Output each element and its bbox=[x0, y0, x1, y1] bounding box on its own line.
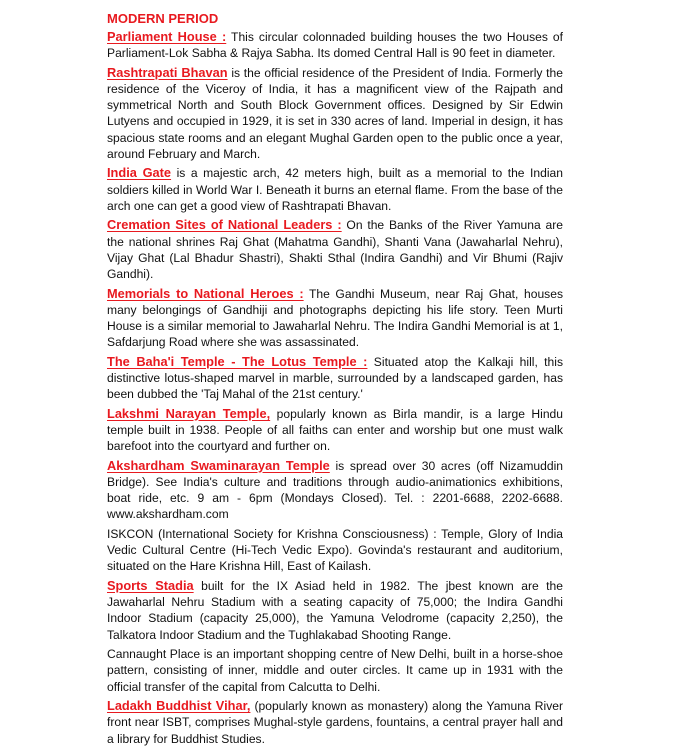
entry-connaught-place bbox=[107, 646, 563, 695]
entry-title: Akshardham Swaminarayan Temple bbox=[107, 457, 330, 473]
entry-text: The Gandhi Museum, near Raj Ghat, houses many belongings of Gandhiji and photographs depicting his life story. Teen Murti House is a similar memorial to Jawaharlal Nehru. The Indira Gandhi Memorial is at 1, Safdarjung Road where she was assassinated. bbox=[107, 286, 563, 350]
entry-title: Cremation Sites of National Leaders : bbox=[107, 217, 342, 233]
entry-text: is the official residence of the President of India. Formerly the residence of the Viceroy of India, it has a magnificent view of the Rajpath and symmetrical North and South Block Government offices. Designed by Sir Edwin Lutyens and occupied in 1929, it is set in 330 acres of land. Imperial in design, it has spacious state rooms and an elegant Mughal Garden open to the public once a year, around February and March. bbox=[107, 65, 563, 161]
entry-lakshmi-narayan-temple bbox=[107, 406, 563, 455]
entry-title: Parliament House : bbox=[107, 29, 227, 44]
document-page bbox=[107, 10, 563, 750]
entry-title: Memorials to National Heroes : bbox=[107, 285, 304, 301]
entry-title: Ladakh Buddhist Vihar, bbox=[107, 698, 251, 714]
entry-text: (popularly known as monastery) along the Yamuna River front near ISBT, comprises Mughal-style gardens, fountains, a central prayer hall and a library for Buddhist Studies. bbox=[107, 699, 563, 746]
entry-ladakh-buddhist-vihar bbox=[107, 698, 563, 747]
entry-sports-stadia bbox=[107, 578, 563, 643]
entry-text: On the Banks of the River Yamuna are the national shrines Raj Ghat (Mahatma Gandhi), Shanti Vana (Jawaharlal Nehru), Vijay Ghat (Lal Bhadur Shastri), Shakti Sthal (Indira Gandhi) and Vir Bhumi (Rajiv Gandhi). bbox=[107, 218, 563, 282]
entry-text: Cannaught Place is an important shopping centre of New Delhi, built in a horse-shoe pattern, consisting of inner, middle and outer circles. It came up in 1931 with the official transfer of the capital from Calcutta to Delhi. bbox=[107, 647, 563, 694]
entry-parliament-house bbox=[107, 29, 563, 61]
entry-cremation-sites bbox=[107, 217, 563, 282]
entry-lotus-temple bbox=[107, 354, 563, 403]
entry-text: built for the IX Asiad held in 1982. The jbest known are the Jawaharlal Nehru Stadium with a seating capacity of 75,000; the Indira Gandhi Indoor Stadium (capacity 25,000), the Yamuna Velodrome (capacity 2,250), the Talkatora Indoor Stadium and the Tughlakabad Shooting Range. bbox=[107, 579, 563, 642]
entry-text: ISKCON (International Society for Krishna Consciousness) : Temple, Glory of India Vedic Cultural Centre (Hi-Tech Vedic Expo). Govinda's restaurant and auditorium, situated on the Hare Krishna Hill, East of Kailash. bbox=[107, 527, 563, 574]
entry-rashtrapati-bhavan bbox=[107, 65, 563, 162]
entry-text: This circular colonnaded building houses the two Houses of Parliament-Lok Sabha & Rajya Sabha. Its domed Central Hall is 90 feet in diameter. bbox=[107, 30, 564, 61]
entry-title: Lakshmi Narayan Temple, bbox=[107, 405, 271, 421]
entry-india-gate bbox=[107, 165, 563, 214]
entry-akshardham bbox=[107, 458, 563, 523]
entry-text: popularly known as Birla mandir, is a large Hindu temple built in 1938. People of all faiths can enter and worship but one must walk barefoot into the courtyard and further on. bbox=[107, 406, 563, 454]
section-heading: MODERN PERIOD bbox=[107, 11, 219, 26]
entry-title: India Gate bbox=[107, 165, 172, 181]
entry-text: is a majestic arch, 42 meters high, built as a memorial to the Indian soldiers killed in World War I. Beneath it burns an eternal flame. From the base of the arch one can get a good view of Rashtrapati Bhavan. bbox=[107, 166, 564, 213]
entry-title: Rashtrapati Bhavan bbox=[107, 64, 228, 80]
entry-title: The Baha'i Temple - The Lotus Temple : bbox=[107, 353, 368, 369]
entry-iskcon bbox=[107, 526, 563, 575]
entry-title: Sports Stadia bbox=[107, 578, 194, 594]
entry-memorials bbox=[107, 286, 563, 351]
entry-text: is spread over 30 acres (off Nizamuddin Bridge). See India's culture and traditions through audio-animationics exhibitions, boat ride, etc. 9 am - 6pm (Mondays Closed). Tel. : 2201-6688, 2202-6688. www.akshardham.com bbox=[107, 458, 563, 522]
entry-text: Situated atop the Kalkaji hill, this distinctive lotus-shaped marvel in marble, surrounded by a landscaped garden, has been dubbed the 'Taj Mahal of the 21st century.' bbox=[107, 354, 563, 402]
